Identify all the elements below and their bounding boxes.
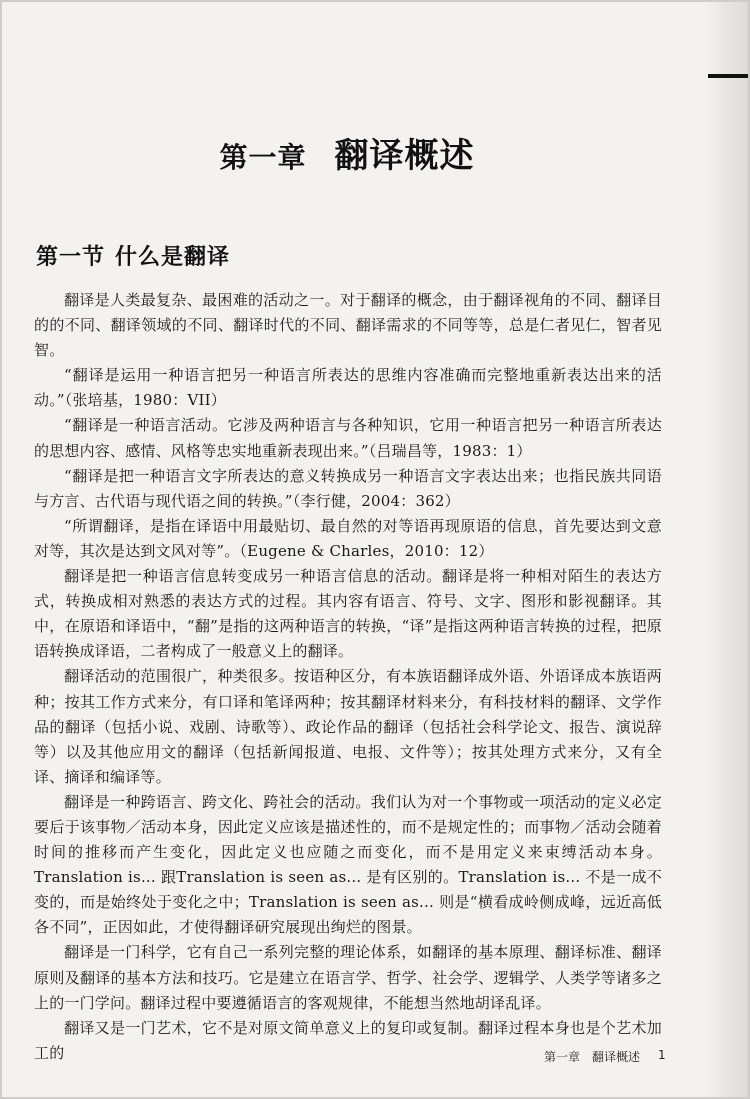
- paragraph: 翻译活动的范围很广，种类很多。按语种区分，有本族语翻译成外语、外语译成本族语两种；按其工作方式来分，有口译和笔译两种；按其翻译材料来分，有科技材料的翻译、文学作品的翻译（包括小说、戏剧、诗歌等）、政论作品的翻译（包括社会科学论文、报告、演说辞等）以及其他应用文的翻译（包括新闻报道、电报、文件等）；按其处理方式来分，又有全译、摘译和编译等。: [34, 667, 662, 786]
- paragraph: “翻译是运用一种语言把另一种语言所表达的思维内容准确而完整地重新表达出来的活动。”（张培基，1980：VII）: [34, 366, 662, 410]
- paragraph: 翻译是把一种语言信息转变成另一种语言信息的活动。翻译是将一种相对陌生的表达方式，转换成相对熟悉的表达方式的过程。其内容有语言、符号、文字、图形和影视翻译。其中，在原语和译语中，“翻”是指的这两种语言的转换，“译”是指这两种语言转换的过程，把原语转换成译语，二者构成了一般意义上的翻译。: [34, 567, 662, 661]
- chapter-name: 翻译概述: [334, 136, 475, 176]
- paragraph: “所谓翻译，是指在译语中用最贴切、最自然的对等语再现原语的信息，首先要达到文意对等，其次是达到文风对等”。（Eugene & Charles，2010：12）: [34, 516, 662, 560]
- paragraph: 翻译是一门科学，它有自己一系列完整的理论体系，如翻译的基本原理、翻译标准、翻译原则及翻译的基本方法和技巧。它是建立在语言学、哲学、社会学、逻辑学、人类学等诸多之上的一门学问。翻译过程中要遵循语言的客观规律，不能想当然地胡译乱译。: [34, 943, 662, 1012]
- running-head: 第一章 翻译概述: [544, 1050, 641, 1064]
- body-text: [34, 288, 662, 1066]
- section-name: 什么是翻译: [115, 245, 231, 270]
- section-number: 第一节: [36, 245, 106, 270]
- paragraph: 翻译是一种跨语言、跨文化、跨社会的活动。我们认为对一个事物或一项活动的定义必定要后于该事物／活动本身，因此定义应该是描述性的，而不是规定性的；而事物／活动会随着时间的推移而产生变化，因此定义也应随之而变化，而不是用定义来束缚活动本身。Translation is... 跟Translation is seen as... 是有区别的。Translation is... 不是一成不变的，而是始终处于变化之中；Translation is seen as... 则是“横看成岭侧成峰，远近高低各不同”，正因如此，才使得翻译研究展现出绚烂的图景。: [34, 792, 662, 937]
- page-edge-shadow: [706, 2, 748, 1097]
- paragraph: “翻译是一种语言活动。它涉及两种语言与各种知识，它用一种语言把另一种语言所表达的思想内容、感情、风格等忠实地重新表现出来。”（吕瑞昌等，1983：1）: [34, 416, 662, 460]
- chapter-title: [2, 128, 692, 177]
- paragraph: “翻译是把一种语言文字所表达的意义转换成另一种语言文字表达出来；也指民族共同语与方言、古代语与现代语之间的转换。”（李行健，2004：362）: [34, 466, 662, 510]
- paragraph: 翻译又是一门艺术，它不是对原文简单意义上的复印或复制。翻译过程本身也是个艺术加工的: [34, 1018, 662, 1062]
- chapter-number: 第一章: [219, 141, 307, 174]
- paragraph: 翻译是人类最复杂、最困难的活动之一。对于翻译的概念，由于翻译视角的不同、翻译目的的不同、翻译领域的不同、翻译时代的不同、翻译需求的不同等等，总是仁者见仁，智者见智。: [34, 291, 662, 360]
- page-number: 1: [658, 1048, 666, 1062]
- section-title: [36, 240, 230, 271]
- chapter-edge-tab: [708, 74, 748, 78]
